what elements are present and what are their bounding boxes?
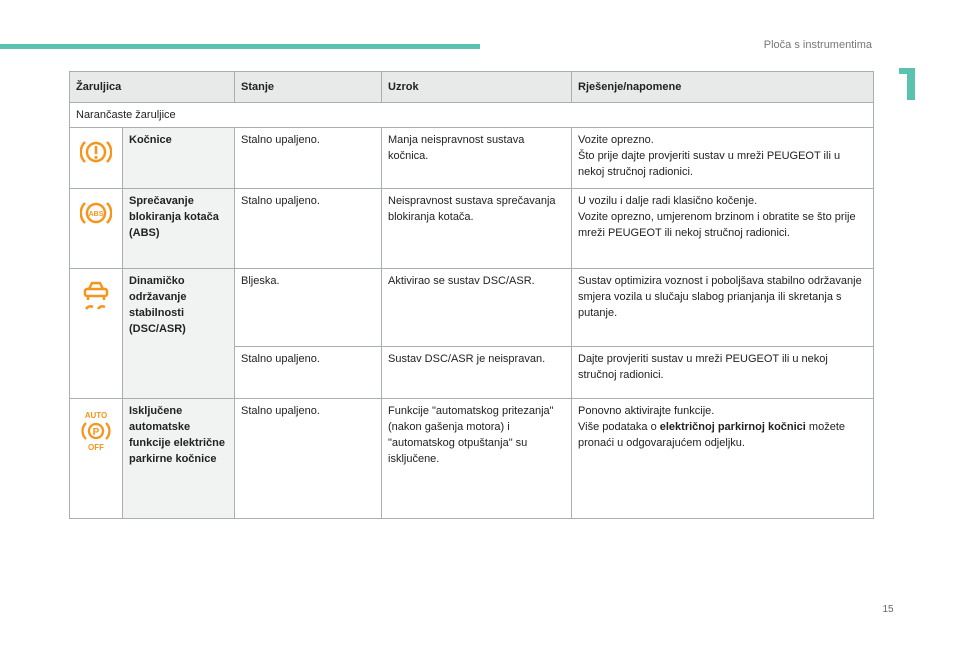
light-name: Kočnice	[123, 128, 235, 189]
solution: Dajte provjeriti sustav u mreži PEUGEOT ili u nekoj stručnoj radionici.	[572, 347, 874, 399]
group-label: Narančaste žaruljice	[70, 103, 874, 128]
state: Bljeska.	[235, 269, 382, 347]
col-header: Rješenje/napomene	[572, 72, 874, 103]
solution: U vozilu i dalje radi klasično kočenje. Vozite oprezno, umjerenom brzinom i obratite se što prije mreži PEUGEOT ili nekoj stručnoj radionici.	[572, 189, 874, 269]
cause: Sustav DSC/ASR je neispravan.	[382, 347, 572, 399]
table-row	[70, 189, 874, 269]
state: Stalno upaljeno.	[235, 128, 382, 189]
abs-warning-icon	[70, 189, 123, 269]
col-header: Stanje	[235, 72, 382, 103]
cause: Funkcije "automatskog pritezanja" (nakon gašenja motora) i "automatskog otpuštanja" su isključene.	[382, 399, 572, 519]
solution	[572, 399, 874, 519]
light-name: Isključene automatske funkcije električne parkirne kočnice	[123, 399, 235, 519]
solution-text: možete pronaći u odgovarajućem odjeljku.	[578, 421, 845, 449]
cause: Aktivirao se sustav DSC/ASR.	[382, 269, 572, 347]
warning-lights-table	[69, 71, 874, 519]
state: Stalno upaljeno.	[235, 399, 382, 519]
solution: Sustav optimizira voznost i poboljšava stabilno održavanje smjera vozila u slučaju slabog prianjanja ili skretanja s putanje.	[572, 269, 874, 347]
table-row	[70, 399, 874, 519]
chapter-tab	[899, 68, 915, 100]
header-accent-bar	[0, 44, 480, 49]
section-title: Ploča s instrumentima	[763, 39, 872, 51]
col-header: Uzrok	[382, 72, 572, 103]
light-name: Sprečavanje blokiranja kotača (ABS)	[123, 189, 235, 269]
solution-emphasis: električnoj parkirnoj kočnici	[659, 421, 806, 433]
solution-text: Ponovno aktivirajte funkcije. Više podataka o	[578, 405, 715, 433]
cause: Neispravnost sustava sprečavanja blokiranja kotača.	[382, 189, 572, 269]
svg-text:P: P	[92, 427, 100, 438]
page-number: 15	[882, 604, 894, 615]
table-row	[70, 269, 874, 347]
cause: Manja neispravnost sustava kočnica.	[382, 128, 572, 189]
light-name: Dinamičko održavanje stabilnosti (DSC/ASR)	[123, 269, 235, 399]
table-row	[70, 128, 874, 189]
col-header: Žaruljica	[70, 72, 235, 103]
svg-text:ABS: ABS	[88, 211, 104, 218]
svg-text:OFF: OFF	[88, 443, 104, 452]
auto-parking-brake-off-icon	[70, 399, 123, 519]
solution: Vozite oprezno. Što prije dajte provjeriti sustav u mreži PEUGEOT ili u nekoj stručnoj radionici.	[572, 128, 874, 189]
table-header	[70, 72, 874, 103]
brake-warning-icon	[70, 128, 123, 189]
dsc-asr-icon	[70, 269, 123, 399]
state: Stalno upaljeno.	[235, 347, 382, 399]
state: Stalno upaljeno.	[235, 189, 382, 269]
svg-text:AUTO: AUTO	[84, 411, 108, 420]
